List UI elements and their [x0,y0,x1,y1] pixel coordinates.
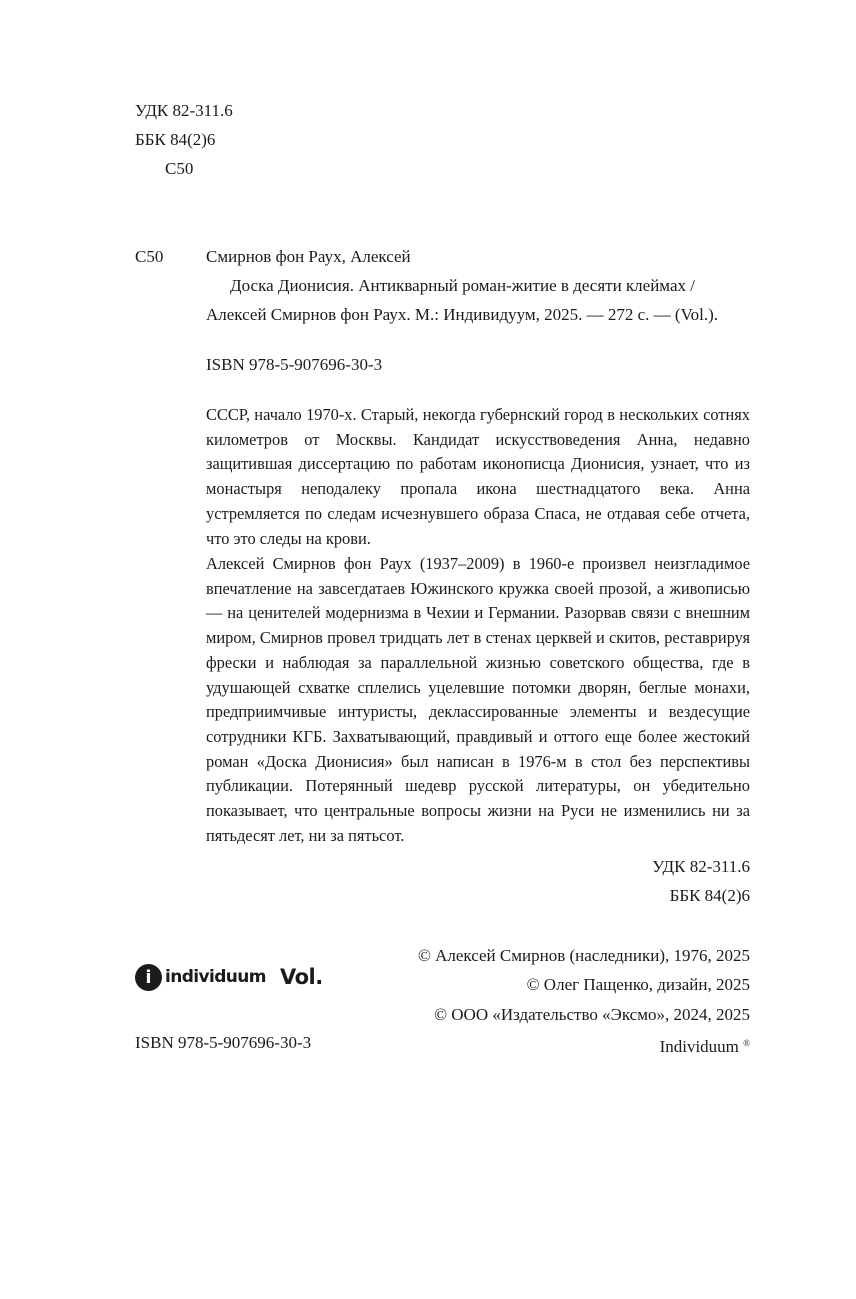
catalog-author: Смирнов фон Раух, Алексей [206,247,411,266]
footer-isbn: ISBN 978-5-907696-30-3 [135,1033,312,1052]
copyright-line-1: © Алексей Смирнов (наследники), 1976, 2025 [417,946,750,965]
copyright-line-3: © ООО «Издательство «Эксмо», 2024, 2025 [434,1005,750,1024]
header-bbk: ББК 84(2)6 [135,130,216,149]
catalog-title-line-1: Доска Дионисия. Антикварный роман-житие в десяти клеймах / [230,276,695,295]
catalog-code: С50 [135,247,164,266]
annotation-paragraph-1: СССР, начало 1970-х. Старый, некогда губернский город в нескольких сотнях километров от Москвы. Кандидат искусствоведения Анна, недавно защитившая диссертацию по работам иконописца Дионисия, узнает, что из монастыря неподалеку пропала икона шестнадцатого века. Анна устремляется по следам исчезнувшего образа Спаса, не отдавая себе отчета, что это следы на крови. [206,405,750,548]
annotation-udk: УДК 82-311.6 [652,857,750,876]
header-author-code: С50 [165,159,194,178]
annotation-bbk: ББК 84(2)6 [669,886,750,905]
registered-mark: ® [743,1038,750,1048]
catalog-isbn: ISBN 978-5-907696-30-3 [206,355,383,374]
copyright-line-2: © Олег Пащенко, дизайн, 2025 [526,975,750,994]
publisher-name: Individuum [659,1037,739,1056]
vol-logo: Vol. [280,965,323,989]
header-udk: УДК 82-311.6 [135,101,233,120]
individuum-logo-icon: i [135,964,162,991]
annotation-paragraph-2: Алексей Смирнов фон Раух (1937–2009) в 1960-е произвел неизгладимое впечатление на завсегдатаев Южинского кружка своей прозой, а живописью — на ценителей модернизма в Чехии и Германии. Разорвав связи с внешним миром, Смирнов провел тридцать лет в стенах церквей и скитов, реставрируя фрески и наблюдая за параллельной жизнью советского общества, где в удушающей схватке сплелись уцелевшие потомки дворян, беглые монахи, предприимчивые интуристы, деклассированные элементы и вездесущие сотрудники КГБ. Захватывающий, правдивый и оттого еще более жестокий роман «Доска Дионисия» был написан в 1976-м в стол без перспективы публикации. Потерянный шедевр русской литературы, он убедительно показывает, что центральные вопросы жизни на Руси не изменились ни за пятьдесят лет, ни за пятьсот. [206,554,750,845]
publisher-mark [550,1033,750,1057]
individuum-logo-text: individuum [165,967,266,987]
catalog-title-line-2: Алексей Смирнов фон Раух. М.: Индивидуум, 2025. — 272 с. — (Vol.). [206,305,719,324]
